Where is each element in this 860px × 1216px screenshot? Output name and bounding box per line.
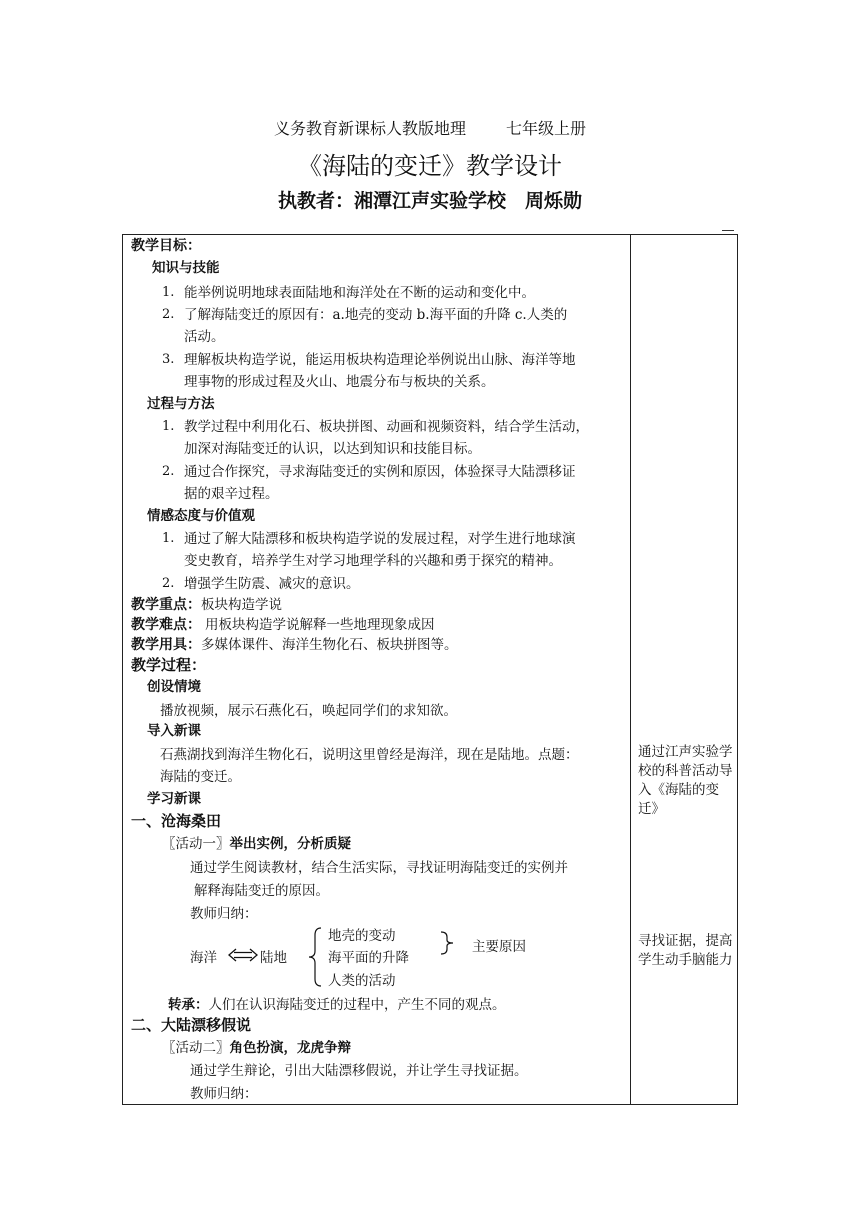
process-method-heading: 过程与方法	[147, 396, 215, 412]
margin-mark	[722, 230, 734, 231]
emotion-heading: 情感态度与价值观	[147, 508, 255, 524]
activity2	[162, 1039, 351, 1057]
difficulty-text: 用板块构造学说解释一些地理现象成因	[205, 617, 435, 633]
scene-heading: 创设情境	[147, 679, 201, 695]
diagram-ocean: 海洋	[190, 950, 217, 966]
list-number: 2.	[162, 307, 175, 322]
list-item: 通过了解大陆漂移和板块构造学说的发展过程，对学生进行地球演	[184, 531, 576, 547]
tools-text: 多媒体课件、海洋生物化石、板块拼图等。	[201, 637, 458, 653]
key-point-row	[131, 596, 282, 614]
intro-heading: 导入新课	[147, 723, 201, 739]
column-divider	[630, 234, 631, 1105]
list-item: 了解海陆变迁的原因有：a.地壳的变动 b.海平面的升降 c.人类的	[184, 307, 568, 323]
intro-text-cont: 海陆的变迁。	[160, 769, 241, 785]
activity1	[162, 835, 351, 853]
list-item-cont: 据的艰辛过程。	[184, 486, 279, 502]
list-item: 理解板块构造学说，能运用板块构造理论举例说出山脉、海洋等地	[184, 352, 576, 368]
list-number: 1.	[162, 419, 175, 434]
list-item: 通过合作探究，寻求海陆变迁的实例和原因，体验探寻大陆漂移证	[184, 464, 576, 480]
subtitle-right: 七年级上册	[506, 119, 587, 138]
section1-heading: 一、沧海桑田	[131, 812, 222, 830]
document-author: 执教者：湘潭江声实验学校 周烁勋	[277, 190, 582, 212]
side-note-evidence: 寻找证据，提高学生动手脑能力	[638, 933, 733, 968]
activity1-title: 举出实例，分析质疑	[229, 836, 351, 852]
cause-item: 海平面的升降	[328, 950, 409, 966]
goals-heading: 教学目标：	[131, 238, 201, 254]
section1-text-cont: 解释海陆变迁的原因。	[194, 883, 329, 899]
process-heading: 教学过程：	[131, 656, 207, 674]
transition-label: 转承：	[168, 997, 209, 1013]
difficulty-label: 教学难点：	[131, 617, 201, 633]
list-number: 3.	[162, 352, 175, 367]
transition-text: 人们在认识海陆变迁的过程中，产生不同的观点。	[208, 997, 506, 1013]
difficulty-row	[131, 616, 435, 634]
list-item-cont: 加深对海陆变迁的认识，以达到知识和技能目标。	[184, 441, 481, 457]
tools-row	[131, 636, 458, 654]
cause-item: 人类的活动	[328, 973, 396, 989]
scene-text: 播放视频，展示石燕化石，唤起同学们的求知欲。	[160, 703, 457, 719]
section1-summary: 教师归纳：	[190, 906, 258, 922]
right-brace-icon	[440, 931, 454, 955]
main-cause-label: 主要原因	[472, 939, 526, 955]
section2-summary: 教师归纳：	[190, 1086, 258, 1102]
cause-item: 地壳的变动	[328, 928, 396, 944]
left-brace-icon	[308, 927, 322, 987]
list-number: 1.	[162, 531, 175, 546]
key-point-label: 教学重点：	[131, 597, 201, 613]
list-item: 能举例说明地球表面陆地和海洋处在不断的运动和变化中。	[184, 285, 535, 301]
diagram-land: 陆地	[260, 950, 287, 966]
key-point-text: 板块构造学说	[201, 597, 282, 613]
section2-heading: 二、大陆漂移假说	[131, 1016, 252, 1034]
section1-text: 通过学生阅读教材，结合生活实际，寻找证明海陆变迁的实例并	[190, 860, 568, 876]
list-item-cont: 理事物的形成过程及火山、地震分布与板块的关系。	[184, 374, 495, 390]
activity2-bracket: 〖活动二〗	[162, 1040, 230, 1056]
knowledge-heading: 知识与技能	[152, 260, 220, 276]
section2-text: 通过学生辩论，引出大陆漂移假说，并让学生寻找证据。	[190, 1063, 528, 1079]
subtitle-left: 义务教育新课标人教版地理	[273, 119, 466, 138]
transition-row	[168, 996, 506, 1014]
document-subtitle	[0, 116, 860, 139]
list-number: 2.	[162, 464, 175, 479]
list-item: 教学过程中利用化石、板块拼图、动画和视频资料，结合学生活动，	[184, 419, 589, 435]
side-note-intro: 通过江声实验学校的科普活动导入《海陆的变迁》	[638, 744, 733, 817]
intro-text: 石燕湖找到海洋生物化石，说明这里曾经是海洋，现在是陆地。点题：	[160, 747, 579, 763]
list-item-cont: 变史教育，培养学生对学习地理学科的兴趣和勇于探究的精神。	[184, 553, 562, 569]
document-title: 《海陆的变迁》教学设计	[298, 152, 562, 180]
list-item: 增强学生防震、减灾的意识。	[184, 576, 360, 592]
list-item-cont: 活动。	[184, 329, 225, 345]
list-number: 2.	[162, 576, 175, 591]
list-number: 1.	[162, 285, 175, 300]
learn-heading: 学习新课	[147, 791, 201, 807]
tools-label: 教学用具：	[131, 637, 201, 653]
activity2-title: 角色扮演，龙虎争辩	[229, 1040, 351, 1056]
double-arrow-icon	[228, 948, 258, 962]
activity1-bracket: 〖活动一〗	[162, 836, 230, 852]
